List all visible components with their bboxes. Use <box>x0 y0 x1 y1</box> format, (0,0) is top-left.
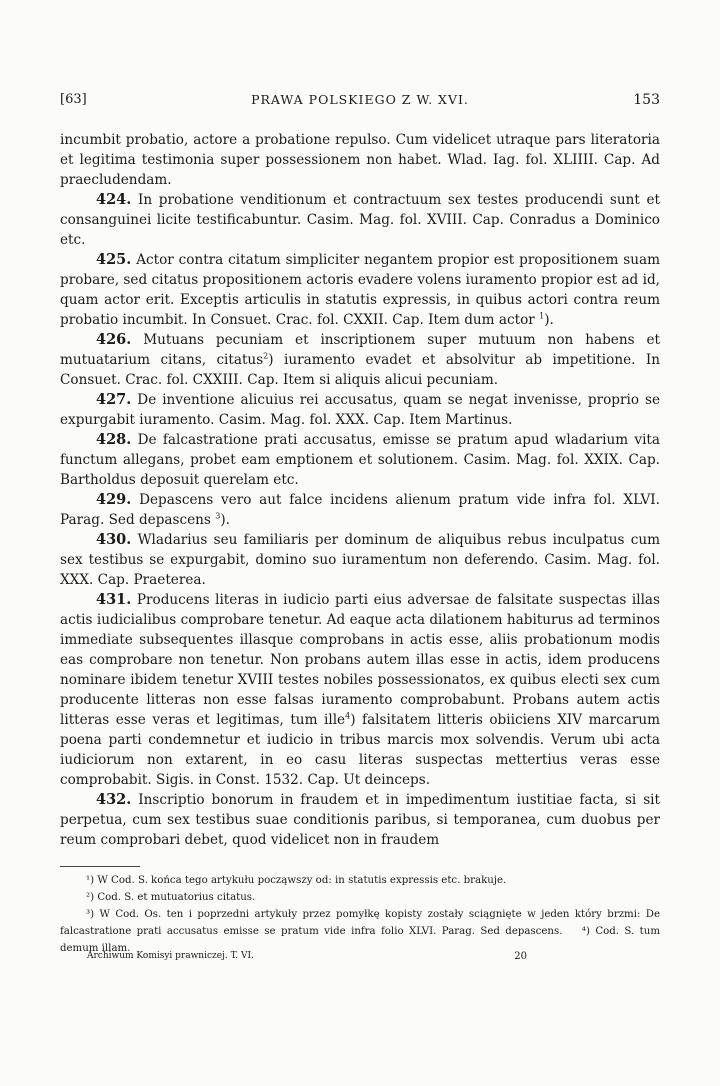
article-number: 424. <box>96 191 132 208</box>
article-432: 432. Inscriptio bonorum in fraudem et in impedimentum iustitiae facta, si sit perpetua, cum sex testibus suae conditionis paribus, si temporanea, cum duobus per reum comprobari debet, quod videlicet non in fraudem <box>60 791 660 848</box>
main-text <box>60 130 660 850</box>
footnote-2: ²) Cod. S. et mutuatorius citatus. <box>86 892 256 903</box>
article-number: 432. <box>96 791 132 808</box>
article-426: 426. Mutuans pecuniam et inscriptionem super mutuum non habens et mutuatarium citans, citatus$^2$) iuramento evadet et absolvitur ab impetitione. In Consuet. Crac. fol. CXXIII. Cap. Item si aliquis alicui pecuniam. <box>60 331 660 388</box>
footnote-ref: 1 <box>539 311 545 321</box>
running-header <box>60 92 660 112</box>
signature-mark: 20 <box>514 951 527 962</box>
running-title: PRAWA POLSKIEGO Z W. XVI. <box>251 92 469 107</box>
article-424: 424. In probatione venditionum et contractuum sex testes producendi sunt et consanguinei licite testificabuntur. Casim. Mag. fol. XVIII. Cap. Conradus a Dominico etc. <box>60 191 660 248</box>
article-425: 425. Actor contra citatum simpliciter negantem propior est propositionem suam probare, sed citatus propositionem actoris evadere volens iuramento propior est ad id, quam actor erit. Exceptis articulis in statutis expressis, in quibus actori contra reum probatio incumbit. In Consuet. Crac. fol. CXXII. Cap. Item dum actor $^1$). <box>60 251 661 328</box>
footnote-1: ¹) W Cod. S. końca tego artykułu począwszy od: in statutis expressis etc. brakuje. <box>86 875 507 886</box>
footnote-ref: 3 <box>215 511 221 521</box>
footnote-4-inline: ⁴) Cod. S. tum demum illam. <box>60 926 660 954</box>
footnote-ref: 4 <box>345 711 351 721</box>
footnote-3: ³) W Cod. Os. ten i poprzedni artykuły przez pomyłkę kopisty zostały sciągnięte w jeden który brzmi: De falcastratione prati accusatus emisse se pratum vide infra folio XLVI. Parag. Sed depascens. ⁴) Cod. S. tum demum illam. <box>60 909 660 954</box>
article-number: 428. <box>96 431 132 448</box>
article-number: 430. <box>96 531 132 548</box>
series-title: Archiwum Komisyi prawniczej. T. VI. <box>87 951 254 961</box>
page-reference: [63] <box>60 92 87 107</box>
page-footer <box>87 951 527 967</box>
article-429: 429. Depascens vero aut falce incidens alienum pratum vide infra fol. XLVI. Parag. Sed depascens $^3$). <box>60 491 660 528</box>
article-430: 430. Wladarius seu familiaris per dominum de aliquibus rebus inculpatus cum sex testibus se expurgabit, domino suo iuramentum non deferendo. Casim. Mag. fol. XXX. Cap. Praeterea. <box>60 531 660 588</box>
article-number: 427. <box>96 391 132 408</box>
article-number: 425. <box>96 251 132 268</box>
article-number: 429. <box>96 491 132 508</box>
paragraph-continuation: incumbit probatio, actore a probatione repulso. Cum videlicet utraque pars literatoria et legitima testimonia super possessionem non habet. Wlad. Iag. fol. XLIIII. Cap. Ad praecludendam. <box>60 132 660 188</box>
footnotes <box>60 872 660 957</box>
page-number: 153 <box>633 92 660 108</box>
article-number: 431. <box>96 591 132 608</box>
footnote-divider <box>60 866 140 867</box>
article-427: 427. De inventione alicuius rei accusatus, quam se negat invenisse, proprio se expurgabit iuramento. Casim. Mag. fol. XXX. Cap. Item Martinus. <box>60 391 660 428</box>
article-431: 431. Producens literas in iudicio parti eius adversae de falsitate suspectas illas actis iudicialibus comprobare tenetur. Ad eaque acta dilationem habiturus ad terminos immediate subsequentes illasque comprobans in actis esse, aliis probationum modis eas comprobare non tenetur. Non probans autem illas esse in actis, idem producens nominare ibidem tenetur XVIII testes nobiles possessionatos, ex quibus electi sex cum producente litteras non esse falsas iuramento comprobabunt. Probans autem actis litteras esse veras et legitimas, tum ille$^4$) falsitatem litteris obiiciens XIV marcarum poena parti condemnetur et iudicio in tribus marcis mox solvendis. Verum ubi acta iudiciorum non extarent, in eo casu literas suspectas mettertius veras esse comprobabit. Sigis. in Const. 1532. Cap. Ut deinceps. <box>60 591 660 788</box>
footnote-ref: 2 <box>263 351 269 361</box>
article-428: 428. De falcastratione prati accusatus, emisse se pratum apud wladarium vita functum allegans, probet eam emptionem et solutionem. Casim. Mag. fol. XXIX. Cap. Bartholdus deposuit querelam etc. <box>60 431 660 488</box>
article-number: 426. <box>96 331 132 348</box>
